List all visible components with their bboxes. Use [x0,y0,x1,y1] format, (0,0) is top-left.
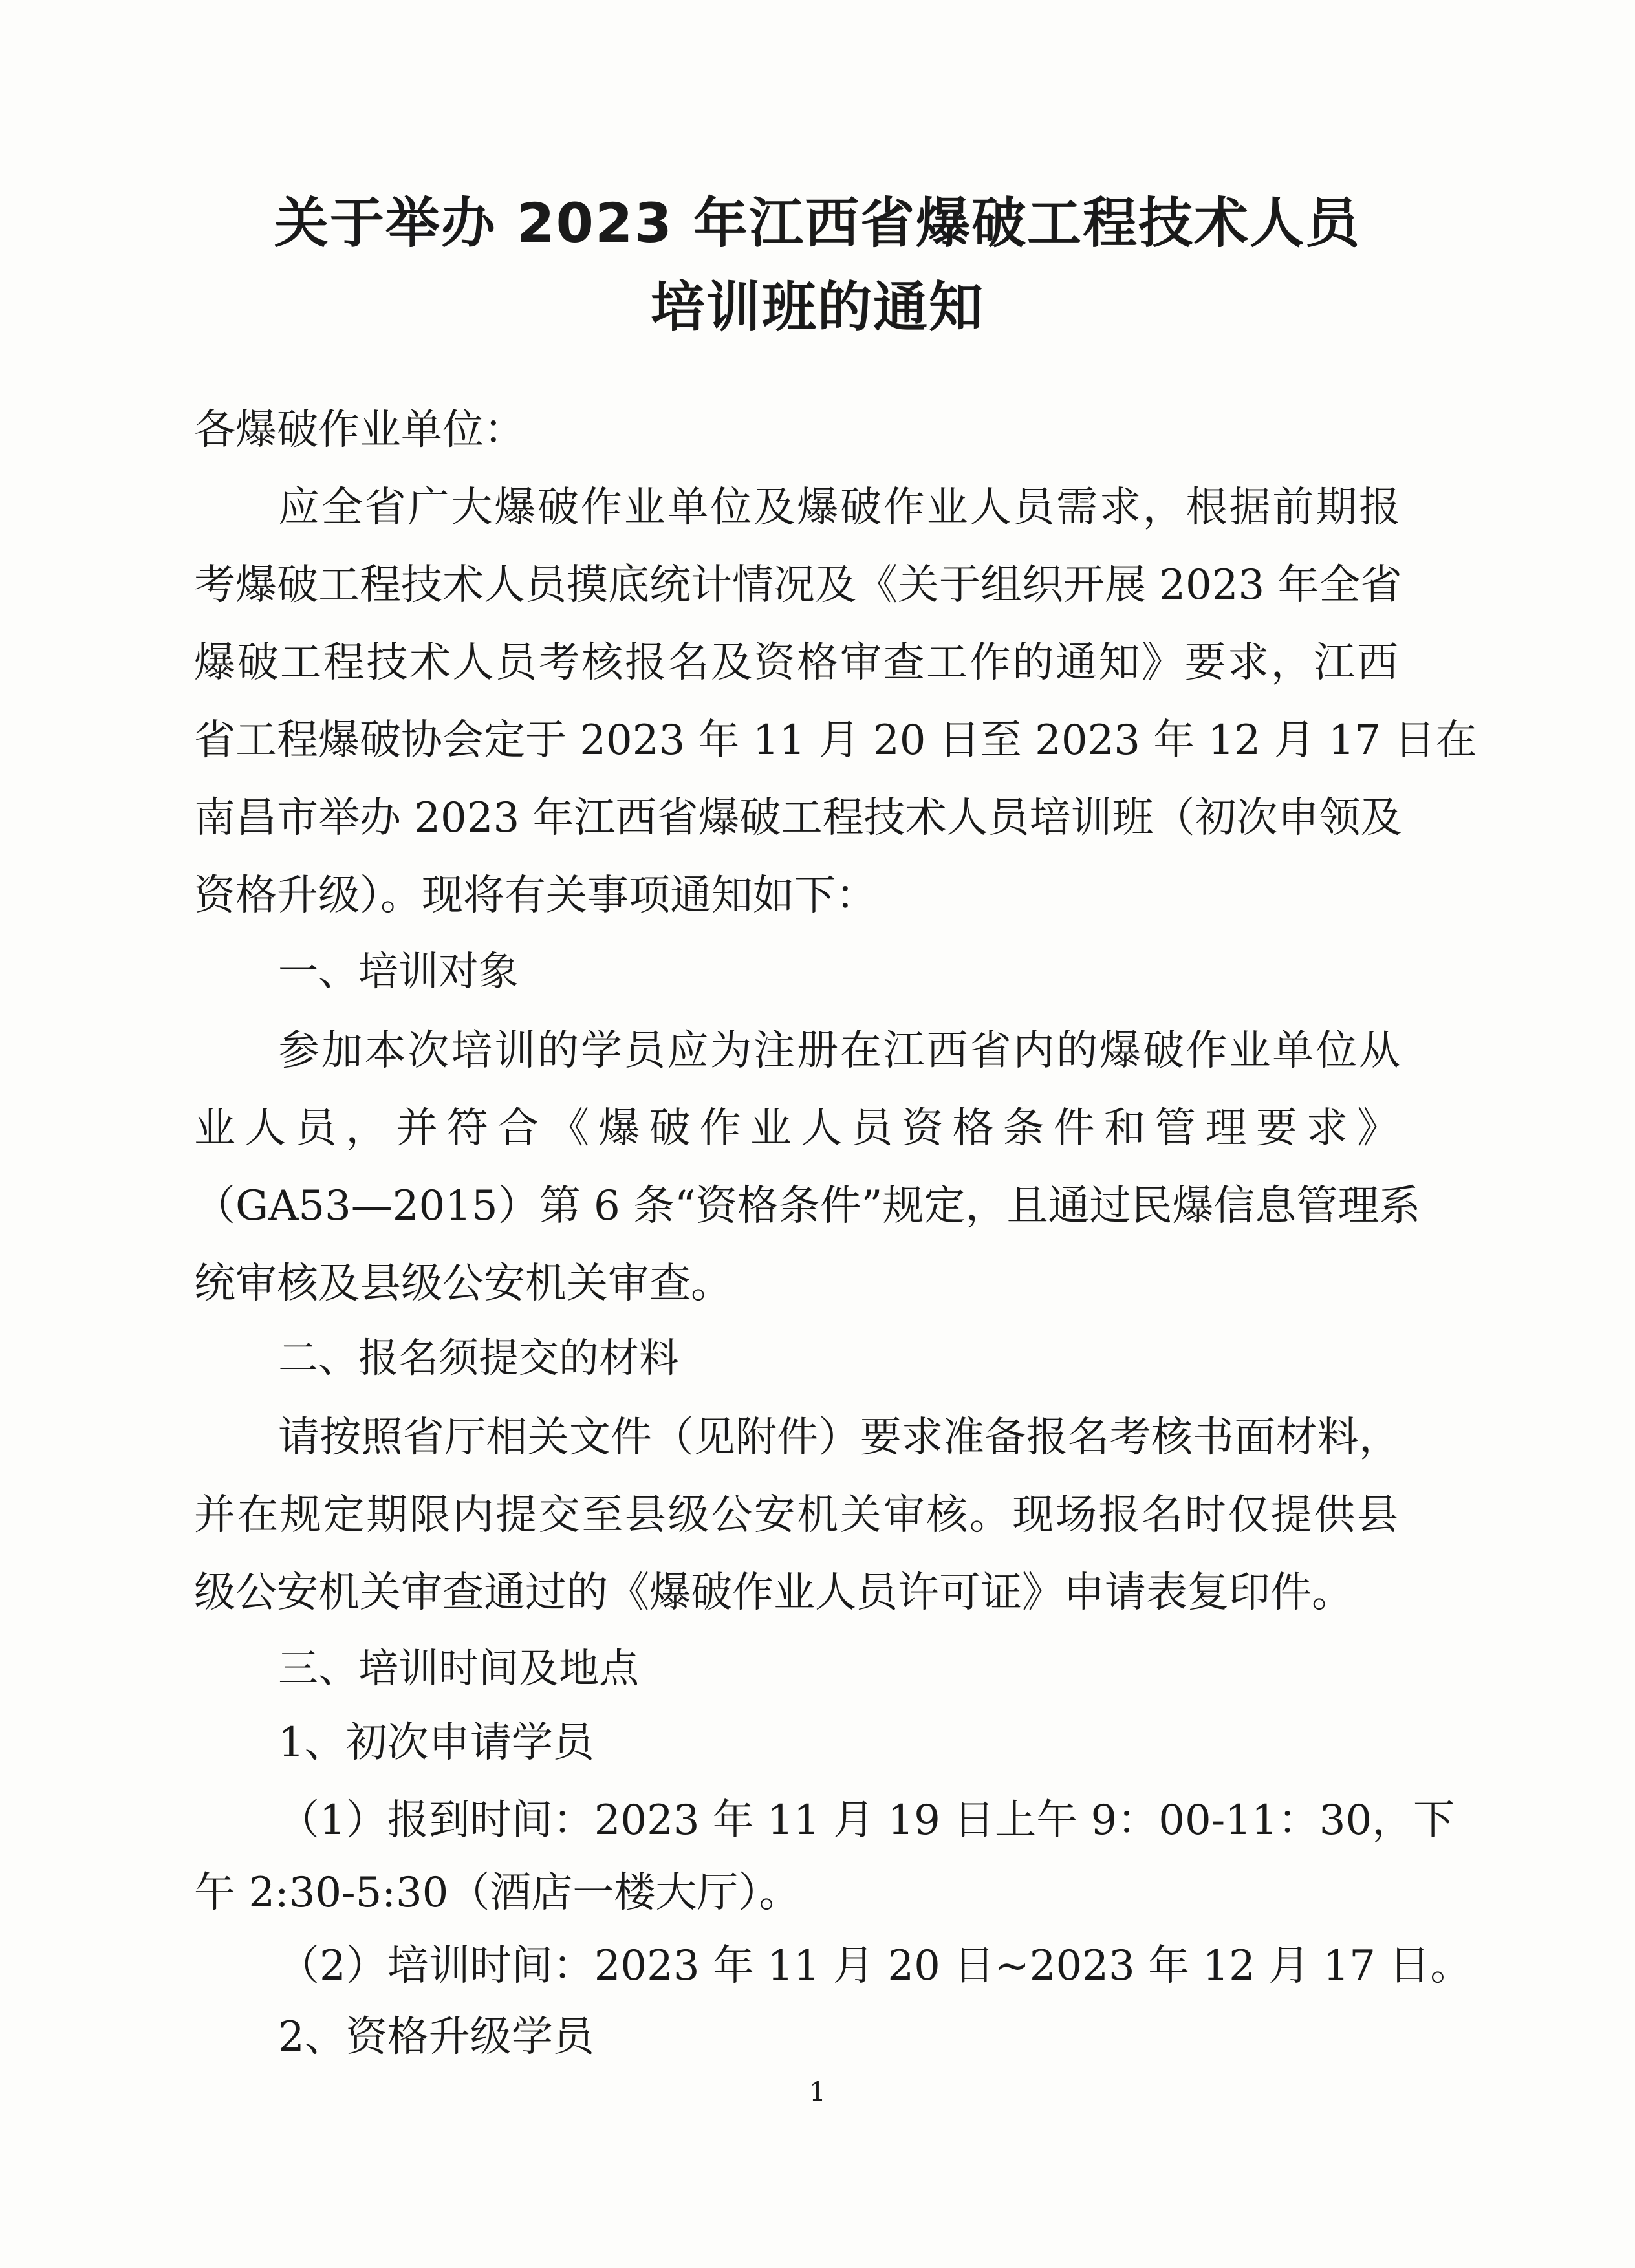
section-3-subheading-2: 2、资格升级学员 [278,2013,594,2061]
intro-line-1: 应全省广大爆破作业单位及爆破作业人员需求，根据前期报 [278,484,1400,532]
section-2-line-1: 请按照省厅相关文件（见附件）要求准备报名考核书面材料， [278,1414,1400,1462]
document-title-line-2: 培训班的通知 [650,275,984,339]
document-title-line-1: 关于举办 2023 年江西省爆破工程技术人员 [274,191,1361,255]
salutation: 各爆破作业单位： [194,406,525,454]
section-1-heading: 一、培训对象 [278,947,519,995]
intro-line-2: 考爆破工程技术人员摸底统计情况及《关于组织开展 2023 年全省 [194,561,1402,609]
intro-line-6: 资格升级）。现将有关事项通知如下： [194,872,877,920]
section-3-heading: 三、培训时间及地点 [278,1645,640,1692]
section-1-line-1: 参加本次培训的学员应为注册在江西省内的爆破作业单位从 [278,1027,1400,1075]
page-number: 1 [809,2077,826,2107]
section-1-line-2: 业人员，并符合《爆破作业人员资格条件和管理要求》 [194,1105,1398,1152]
section-3-item-1-line-2: 午 2:30-5:30（酒店一楼大厅）。 [194,1869,801,1917]
intro-line-3: 爆破工程技术人员考核报名及资格审查工作的通知》要求，江西 [194,639,1398,687]
section-3-item-2: （2）培训时间：2023 年 11 月 20 日~2023 年 12 月 17 日。 [278,1942,1472,1990]
section-3-subheading-1: 1、初次申请学员 [278,1719,594,1767]
intro-line-5: 南昌市举办 2023 年江西省爆破工程技术人员培训班（初次申领及 [194,794,1402,842]
section-3-item-1-line-1: （1）报到时间：2023 年 11 月 19 日上午 9：00-11：30，下 [278,1797,1455,1844]
section-2-heading: 二、报名须提交的材料 [278,1334,680,1381]
section-2-line-2: 并在规定期限内提交至县级公安机关审核。现场报名时仅提供县 [194,1491,1398,1539]
intro-line-4: 省工程爆破协会定于 2023 年 11 月 20 日至 2023 年 12 月 17 日在 [194,717,1477,764]
section-1-line-3: （GA53—2015）第 6 条“资格条件”规定，且通过民爆信息管理系 [194,1182,1421,1230]
section-1-line-4: 统审核及县级公安机关审查。 [194,1260,732,1308]
section-2-line-3: 级公安机关审查通过的《爆破作业人员许可证》申请表复印件。 [194,1569,1353,1617]
